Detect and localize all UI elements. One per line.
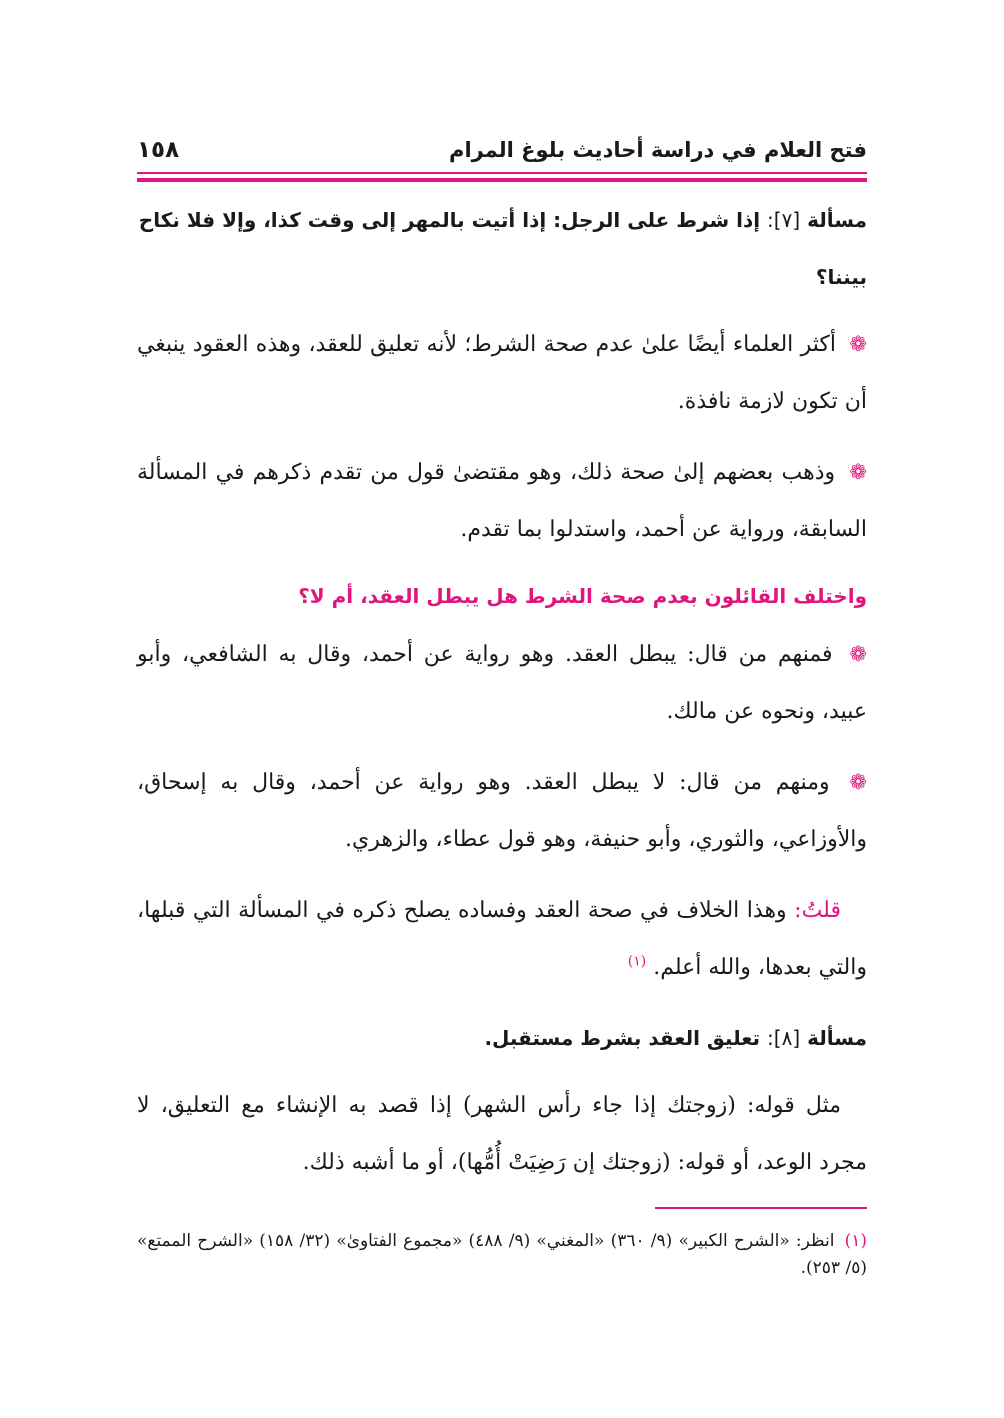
footnote-divider [655, 1207, 867, 1209]
paragraph-text: ومنهم من قال: لا يبطل العقد. وهو رواية عن أحمد، وقال به إسحاق، والأوزاعي، والثوري، وأبو حنيفة، وهو قول عطاء، والزهري. [137, 770, 867, 852]
page-header [137, 128, 867, 172]
paragraph-text: أكثر العلماء أيضًا علىٰ عدم صحة الشرط؛ لأنه تعليق للعقد، وهذه العقود ينبغي أن تكون لازمة نافذة. [137, 332, 867, 414]
question-label: مسألة [807, 208, 867, 232]
paragraph-text: مثل قوله: (زوجتك إذا جاء رأس الشهر) إذا قصد به الإنشاء مع التعليق، لا مجرد الوعد، أو قوله: (زوجتك إن رَضِيَتْ أُمُّها)، أو ما أشبه ذلك. [137, 1093, 867, 1175]
footnote-1 [137, 1228, 867, 1282]
qultu-label: قلتُ: [794, 898, 841, 923]
paragraph-1 [137, 316, 867, 430]
footnote-number: (١) [844, 1231, 867, 1251]
header-rule-thick [137, 178, 867, 182]
paragraph-text: وهذا الخلاف في صحة العقد وفساده يصلح ذكره في المسألة التي قبلها، والتي بعدها، والله أعلم. [137, 898, 867, 980]
footnote-reference[interactable]: (١) [627, 953, 647, 970]
flower-bullet-icon: ❁ [849, 642, 867, 666]
paragraph-5 [137, 882, 867, 996]
question-label: مسألة [807, 1026, 867, 1050]
paragraph-text: وذهب بعضهم إلىٰ صحة ذلك، وهو مقتضىٰ قول من تقدم ذكرهم في المسألة السابقة، ورواية عن أحمد، واستدلوا بما تقدم. [137, 460, 867, 542]
paragraph-text: فمنهم من قال: يبطل العقد. وهو رواية عن أحمد، وقال به الشافعي، وأبو عبيد، ونحوه عن مالك. [137, 642, 867, 724]
book-title: فتح العلام في دراسة أحاديث بلوغ المرام [449, 138, 867, 162]
subheading: واختلف القائلون بعدم صحة الشرط هل يبطل العقد، أم لا؟ [298, 584, 867, 608]
question-8 [137, 1010, 867, 1067]
paragraph-2 [137, 444, 867, 558]
page-number: ١٥٨ [137, 137, 180, 163]
question-text: تعليق العقد بشرط مستقبل. [484, 1026, 761, 1050]
paragraph-3 [137, 626, 867, 740]
flower-bullet-icon: ❁ [849, 460, 867, 484]
flower-bullet-icon: ❁ [849, 770, 867, 794]
paragraph-6 [137, 1077, 867, 1191]
question-7 [137, 192, 867, 306]
header-rule-thin [137, 172, 867, 174]
footnote-text: انظر: «الشرح الكبير» (٩/ ٣٦٠) «المغني» (٩/ ٤٨٨) «مجموع الفتاوىٰ» (٣٢/ ١٥٨) «الشرح الممتع» (٥/ ٢٥٣). [137, 1231, 867, 1278]
page-body [137, 192, 867, 1205]
question-number: [٨]: [767, 1026, 801, 1050]
question-text: إذا شرط على الرجل: إذا أتيت بالمهر إلى وقت كذا، وإلا فلا نكاح بيننا؟ [138, 208, 867, 289]
paragraph-4 [137, 754, 867, 868]
question-number: [٧]: [767, 208, 801, 232]
flower-bullet-icon: ❁ [849, 332, 867, 356]
